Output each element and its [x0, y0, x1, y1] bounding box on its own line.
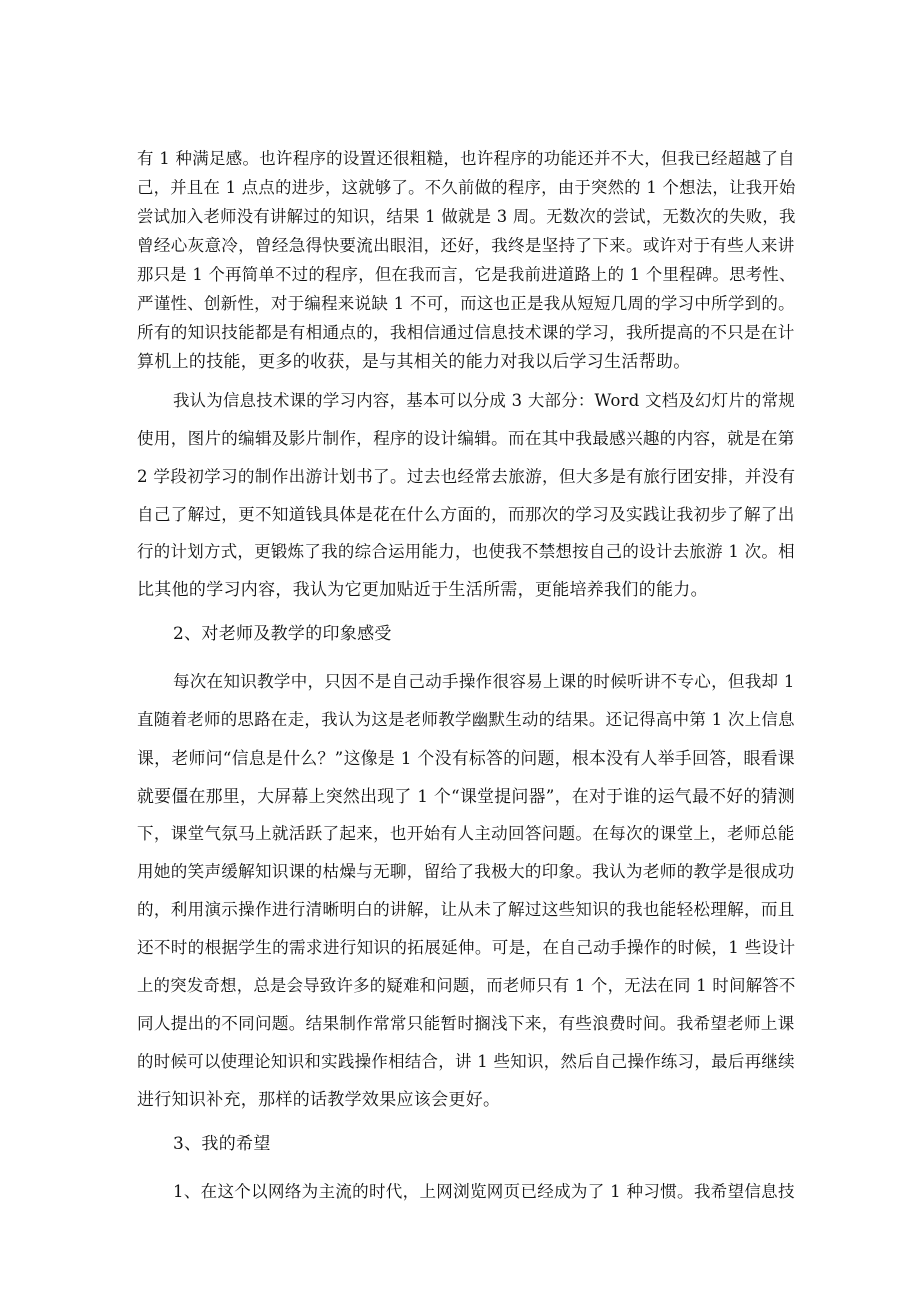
text-line: 还不时的根据学生的需求进行知识的拓展延伸。可是，在自己动手操作的时候，1 些设计 [137, 938, 796, 957]
section-heading-3: 3、我的希望 [173, 1134, 271, 1154]
text-line: 就要僵在那里，大屏幕上突然出现了 1 个“课堂提问器”，在对于谁的运气最不好的猜测 [137, 786, 795, 806]
text-line: 进行知识补充，那样的话教学效果应该会更好。 [137, 1090, 501, 1110]
text-line: 直随着老师的思路在走，我认为这是老师教学幽默生动的结果。还记得高中第 1 次上信息 [137, 710, 795, 729]
text-line: 每次在知识教学中，只因不是自己动手操作很容易上课的时候听讲不专心，但我却 1 [173, 672, 795, 691]
text-line: 行的计划方式，更锻炼了我的综合运用能力，也使我不禁想按自己的设计去旅游 1 次。相 [137, 542, 795, 561]
text-line: 下，课堂气氛马上就活跃了起来，也开始有人主动回答问题。在每次的课堂上，老师总能 [137, 824, 795, 843]
text-line: 严谨性、创新性，对于编程来说缺 1 不可，而这也正是我从短短几周的学习中所学到的。 [137, 294, 795, 313]
text-line: 的，利用演示操作进行清晰明白的讲解，让从未了解过这些知识的我也能轻松理解，而且 [137, 900, 795, 919]
text-line: 用她的笑声缓解知识课的枯燥与无聊，留给了我极大的印象。我认为老师的教学是很成功 [137, 862, 795, 881]
text-line: 1、在这个以网络为主流的时代，上网浏览网页已经成为了 1 种习惯。我希望信息技 [173, 1182, 795, 1201]
section-heading-2: 2、对老师及教学的印象感受 [173, 624, 392, 644]
text-line: 同人提出的不同问题。结果制作常常只能暂时搁浅下来，有些浪费时间。我希望老师上课 [137, 1014, 795, 1033]
text-line: 有 1 种满足感。也许程序的设置还很粗糙，也许程序的功能还并不大，但我已经超越了自 [137, 149, 795, 168]
text-line: 的时候可以使理论知识和实践操作相结合，讲 1 些知识，然后自己操作练习，最后再继续 [137, 1052, 795, 1071]
text-line: 上的突发奇想，总是会导致许多的疑难和问题，而老师只有 1 个，无法在同 1 时间解答不 [137, 976, 796, 995]
text-line: 使用，图片的编辑及影片制作，程序的设计编辑。而在其中我最感兴趣的内容，就是在第 [137, 429, 795, 448]
text-line: 所有的知识技能都是有相通点的，我相信通过信息技术课的学习，我所提高的不只是在计 [137, 323, 795, 342]
text-line: 课，老师问“信息是什么？”这像是 1 个没有标答的问题，根本没有人举手回答，眼看课 [137, 748, 795, 768]
text-line: 自己了解过，更不知道钱具体是花在什么方面的，而那次的学习及实践让我初步了解了出 [137, 505, 795, 524]
text-line: 比其他的学习内容，我认为它更加贴近于生活所需，更能培养我们的能力。 [137, 580, 708, 600]
text-line: 我认为信息技术课的学习内容，基本可以分成 3 大部分：Word 文档及幻灯片的常规 [173, 391, 796, 410]
text-line: 那只是 1 个再简单不过的程序，但在我而言，它是我前进道路上的 1 个里程碑。思考性、 [137, 265, 796, 284]
text-line: 曾经心灰意冷，曾经急得快要流出眼泪，还好，我终是坚持了下来。或许对于有些人来讲 [137, 236, 795, 255]
text-line: 尝试加入老师没有讲解过的知识，结果 1 做就是 3 周。无数次的尝试，无数次的失败，我 [137, 207, 796, 226]
text-line: 2 学段初学习的制作出游计划书了。过去也经常去旅游，但大多是有旅行团安排，并没有 [137, 467, 796, 486]
text-line: 己，并且在 1 点点的进步，这就够了。不久前做的程序，由于突然的 1 个想法，让我开始 [137, 178, 796, 197]
text-line: 算机上的技能，更多的收获，是与其相关的能力对我以后学习生活帮助。 [137, 352, 691, 372]
